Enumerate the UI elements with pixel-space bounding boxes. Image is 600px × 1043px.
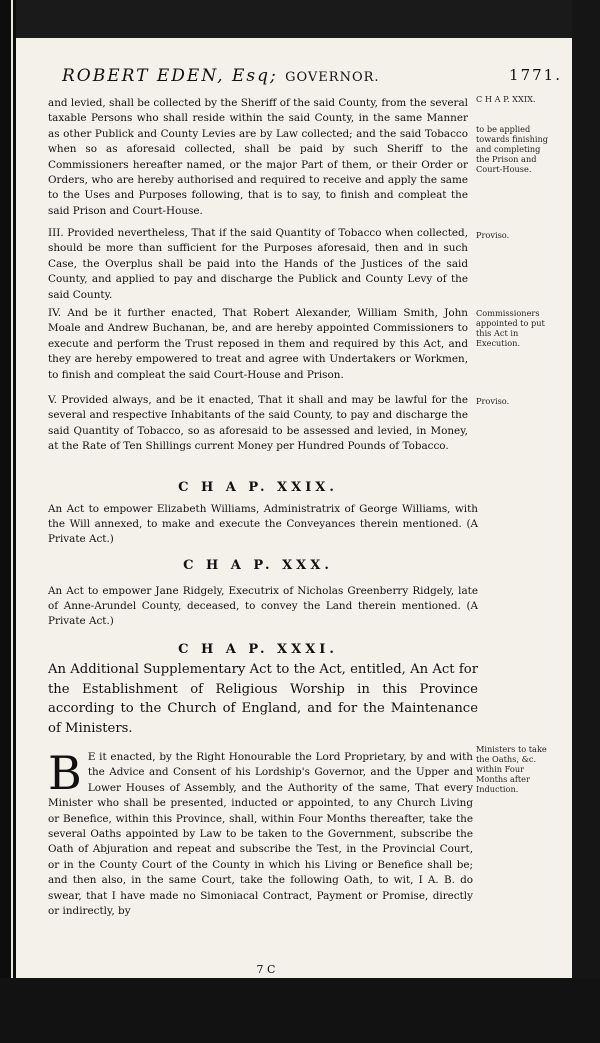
margin-note-chap: C H A P. XXIX. bbox=[476, 94, 536, 104]
margin-note-proviso-2: Proviso. bbox=[476, 396, 510, 406]
chapter-heading-xxix: C H A P. XXIX. bbox=[178, 480, 338, 495]
paragraph-iii: III. Provided nevertheless, That if the said Quantity of Tobacco when collected, should be more than sufficient for the Purposes aforesaid, then and in such Case, the Overplus shall be paid into the Hands of the Justices of the said County, and applied to pay and discharge the Publick and County Levy of the said County. bbox=[48, 227, 468, 301]
header-governor: GOVERNOR. bbox=[285, 70, 380, 85]
margin-note-commissioners: Commissioners appointed to put this Act in Execution. bbox=[476, 308, 545, 348]
running-header bbox=[62, 66, 562, 86]
chapter-text-xxx: An Act to empower Jane Ridgely, Executrix of Nicholas Greenberry Ridgely, late of Anne-Arundel County, deceased, to convey the Land therein mentioned. (A Private Act.) bbox=[48, 585, 478, 627]
scan-edge-bottom bbox=[0, 978, 600, 1043]
chapter-text-xxix: An Act to empower Elizabeth Williams, Administratrix of George Williams, with the Will annexed, to make and execute the Conveyances therein mentioned. (A Private Act.) bbox=[48, 503, 478, 545]
header-year: 1771. bbox=[509, 66, 562, 84]
paragraph-iv: IV. And be it further enacted, That Robert Alexander, William Smith, John Moale and Andrew Buchanan, be, and are hereby appointed Commissioners to execute and perform the Trust reposed in them and required by this Act, and they are hereby empowered to treat and agree with Undertakers or Workmen, to finish and compleat the said Court-House and Prison. bbox=[48, 307, 468, 381]
header-esq: Esq; bbox=[231, 66, 278, 86]
scan-edge-right bbox=[572, 0, 600, 1043]
chapter-body-xxxi bbox=[48, 746, 473, 919]
paragraph-continued: and levied, shall be collected by the Sheriff of the said County, from the several taxable Persons who shall reside within the said County, in the same Manner as other Publick and County Levies are by Law collected; and the said Tobacco when so as aforesaid collected, shall be paid by such Sheriff to the Commissioners hereafter named, or the major Part of them, or their Order or Orders, who are hereby authorised and required to receive and apply the same to the Uses and Purposes following, that is to say, to finish and compleat the said Prison and Court-House. bbox=[48, 97, 468, 217]
chapter-body-text: E it enacted, by the Right Honourable the Lord Proprietary, by and with the Advice and Consent of his Lordship's Governor, and the Upper and Lower Houses of Assembly, and the Authority of the same, That every Minister who shall be presented, inducted or appointed, to any Church Living or Benefice, within this Province, shall, within Four Months thereafter, take the several Oaths appointed by Law to be taken to the Government, subscribe the Oath of Abjuration and repeat and subscribe the Test, in the Provincial Court, or in the County Court of the County in which his Living or Benefice shall be; and then also, in the same Court, take the following Oath, to wit, I A. B. do swear, that I have made no Simoniacal Contract, Payment or Promise, directly or indirectly, by bbox=[48, 751, 473, 918]
chapter-heading-xxx: C H A P. XXX. bbox=[183, 558, 333, 573]
signature-mark: 7 C bbox=[256, 963, 276, 976]
document-page bbox=[16, 38, 572, 978]
chapter-title-xxxi: An Additional Supplementary Act to the Act, entitled, An Act for the Establishment of Religious Worship in this Province according to the Church of England, and for the Maintenance of Ministers. bbox=[48, 662, 478, 736]
margin-note-proviso-1: Proviso. bbox=[476, 230, 510, 240]
page-gutter-left bbox=[0, 0, 16, 1043]
header-title: ROBERT EDEN, bbox=[62, 66, 225, 86]
chapter-heading-xxxi: C H A P. XXXI. bbox=[178, 642, 338, 657]
margin-note-ministers: Ministers to take the Oaths, &c. within Four Months after Induction. bbox=[476, 744, 547, 794]
paragraph-v: V. Provided always, and be it enacted, That it shall and may be lawful for the several and respective Inhabitants of the said County, to pay and discharge the said Quantity of Tobacco, so as aforesaid to be assessed and levied, in Money, at the Rate of Ten Shillings current Money per Hundred Pounds of Tobacco. bbox=[48, 394, 468, 453]
drop-cap: B bbox=[48, 746, 82, 800]
margin-note-applied: to be applied towards finishing and completing the Prison and Court-House. bbox=[476, 124, 549, 174]
